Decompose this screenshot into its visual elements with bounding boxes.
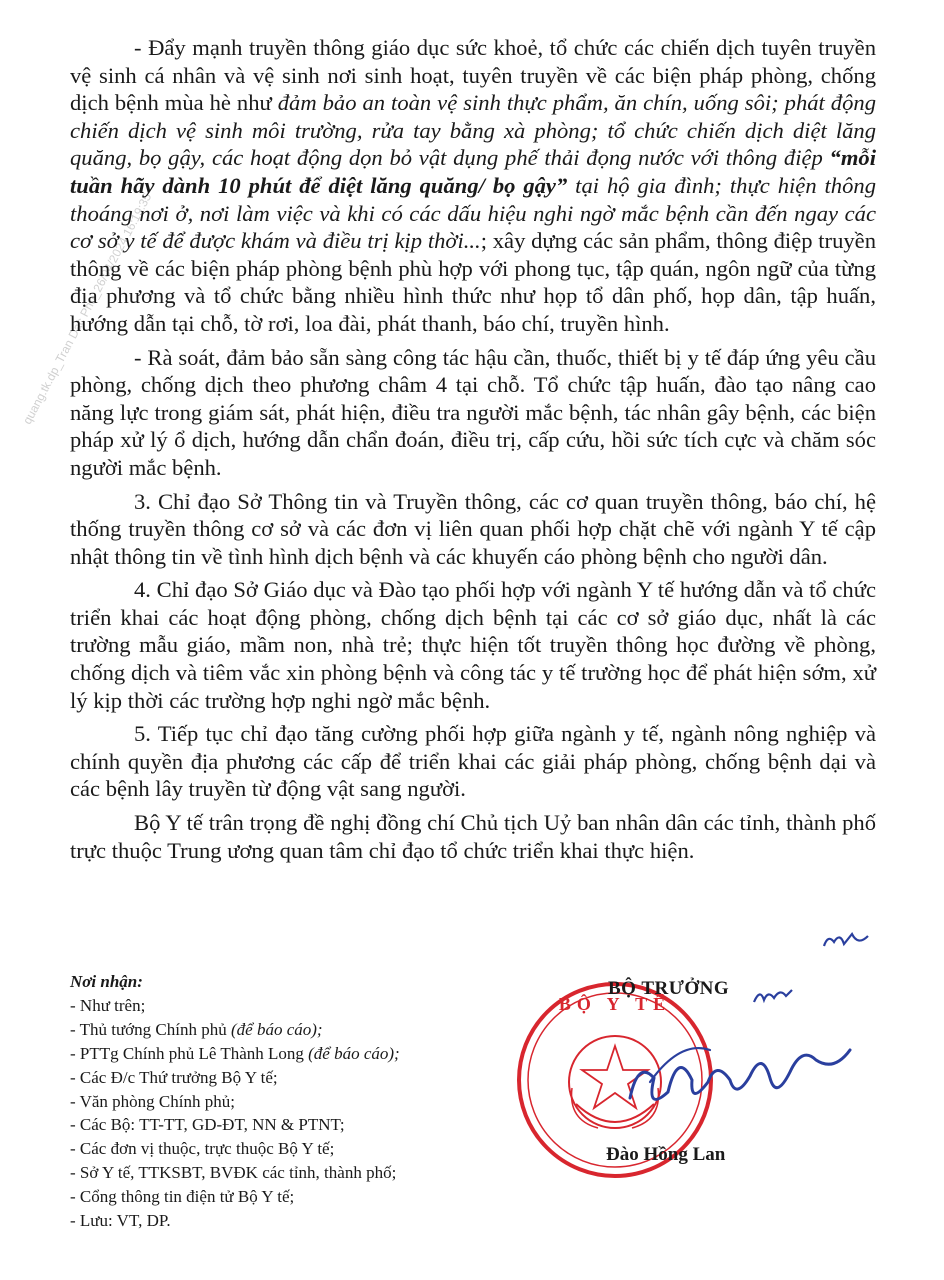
recipient-text: - Sở Y tế, TTKSBT, BVĐK các tỉnh, thành phố; xyxy=(70,1163,397,1183)
text-run: tại hộ gia đình; thực hiện thông thoáng nơi ở, nơi làm việc và khi có các dấu hiệu nghi ngờ mắc bệnh cần đến ngay các cơ sở y tế để được khám và điều trị kịp thời... xyxy=(70,172,876,254)
initials-mark-icon xyxy=(752,984,794,1008)
body-paragraph xyxy=(70,488,876,571)
text-run: - Rà soát, đảm bảo sẵn sàng công tác hậu cần, thuốc, thiết bị y tế đáp ứng yêu cầu phòng, chống dịch theo phương châm 4 tại chỗ. Tổ chức tập huấn, đào tạo nâng cao năng lực trong giám sát, phát hiện, điều tra người mắc bệnh, tác nhân gây bệnh, các biện pháp xử lý ổ dịch, hướng dẫn chẩn đoán, điều trị, cấp cứu, hồi sức tích cực và chăm sóc người mắc bệnh. xyxy=(70,344,876,480)
recipient-item xyxy=(70,1185,540,1209)
end-initials-mark-icon xyxy=(822,928,872,952)
watermark: quang.tk.dp_Tran Dac Phu_26/04/2024 16:19:35 xyxy=(20,190,155,427)
signer-name: Đào Hồng Lan xyxy=(606,1144,726,1165)
text-run: “mỗi tuần hãy dành 10 phút để diệt lăng quăng/ bọ gậy” xyxy=(70,145,876,198)
recipient-text: - Thủ tướng Chính phủ xyxy=(70,1019,231,1039)
text-run: đảm bảo an toàn vệ sinh thực phẩm, ăn chín, uống sôi; phát động chiến dịch vệ sinh môi trường, rửa tay bằng xà phòng; tổ chức chiến dịch diệt lăng quăng, bọ gậy, các hoạt động dọn bỏ vật dụng phế thải đọng nước với thông điệp xyxy=(70,90,876,171)
text-run: Bộ Y tế trân trọng đề nghị đồng chí Chủ tịch Uỷ ban nhân dân các tỉnh, thành phố trực thuộc Trung ương quan tâm chỉ đạo tổ chức triển khai thực hiện. xyxy=(70,810,876,863)
text-run: - Đẩy mạnh truyền thông giáo dục sức khoẻ, tổ chức các chiến dịch tuyên truyền vệ sinh cá nhân và vệ sinh nơi sinh hoạt, tuyên truyền về các biện pháp phòng, chống dịch bệnh mùa hè như xyxy=(70,35,876,116)
recipient-text: - Lưu: VT, DP. xyxy=(70,1211,171,1231)
recipients-list xyxy=(70,994,540,1233)
body-paragraph xyxy=(70,576,876,714)
recipient-text: - Các Bộ: TT-TT, GD-ĐT, NN & PTNT; xyxy=(70,1115,345,1135)
recipient-text: - Các đơn vị thuộc, trực thuộc Bộ Y tế; xyxy=(70,1139,335,1159)
body-paragraph xyxy=(70,344,876,482)
recipient-note: (để báo cáo); xyxy=(230,1019,323,1039)
seal-text: BỘ Y TẾ xyxy=(558,994,672,1014)
recipient-item xyxy=(70,1090,540,1114)
document-body xyxy=(70,34,876,870)
recipient-item xyxy=(70,1113,540,1137)
recipient-text: - Cổng thông tin điện tử Bộ Y tế; xyxy=(70,1187,295,1207)
body-paragraph xyxy=(70,809,876,864)
text-run: 5. Tiếp tục chỉ đạo tăng cường phối hợp giữa ngành y tế, ngành nông nghiệp và chính quyền địa phương các cấp để triển khai các giải pháp phòng, chống bệnh dại và các bệnh lây truyền từ động vật sang người. xyxy=(70,721,876,802)
text-run: 3. Chỉ đạo Sở Thông tin và Truyền thông, các cơ quan truyền thông, báo chí, hệ thống truyền thông cơ sở và các đơn vị liên quan phối hợp chặt chẽ với ngành Y tế cập nhật thông tin về tình hình dịch bệnh và các khuyến cáo phòng bệnh cho người dân. xyxy=(70,488,876,569)
body-paragraph xyxy=(70,34,876,338)
recipient-item xyxy=(70,1066,540,1090)
recipient-text: - PTTg Chính phủ Lê Thành Long xyxy=(70,1043,309,1063)
text-run: 4. Chỉ đạo Sở Giáo dục và Đào tạo phối hợp với ngành Y tế hướng dẫn và tổ chức triển khai các hoạt động phòng, chống dịch bệnh tại các cơ sở giáo dục, nhất là các trường mẫu giáo, mầm non, nhà trẻ; thực hiện tốt truyền thông học đường về phòng, chống dịch và tiêm vắc xin phòng bệnh và công tác y tế trường học để phát hiện sớm, xử lý kịp thời các trường hợp nghi ngờ mắc bệnh. xyxy=(70,577,876,713)
recipient-item xyxy=(70,1161,540,1185)
body-paragraph xyxy=(70,720,876,803)
signature-block xyxy=(520,970,880,1210)
recipient-item xyxy=(70,1018,540,1042)
recipient-item xyxy=(70,1042,540,1066)
recipient-text: - Các Đ/c Thứ trưởng Bộ Y tế; xyxy=(70,1067,278,1087)
handwritten-signature-icon xyxy=(620,1020,860,1130)
recipient-note: (để báo cáo); xyxy=(308,1043,400,1063)
recipient-text: - Văn phòng Chính phủ; xyxy=(70,1091,235,1111)
recipient-item xyxy=(70,1209,540,1233)
recipient-item xyxy=(70,1137,540,1161)
signer-title: BỘ TRƯỞNG xyxy=(608,978,730,999)
recipient-item xyxy=(70,994,540,1018)
text-run: ; xây dựng các sản phẩm, thông điệp truyền thông về các biện pháp phòng bệnh phù hợp với phong tục, tập quán, ngôn ngữ của từng địa phương và tổ chức bằng nhiều hình thức như họp tổ dân phố, họp dân, tập huấn, hướng dẫn tại chỗ, tờ rơi, loa đài, phát thanh, báo chí, truyền hình. xyxy=(70,228,876,336)
recipients-title: Nơi nhận: xyxy=(70,972,143,991)
recipient-text: - Như trên; xyxy=(70,995,146,1015)
recipients-block xyxy=(70,970,540,1233)
